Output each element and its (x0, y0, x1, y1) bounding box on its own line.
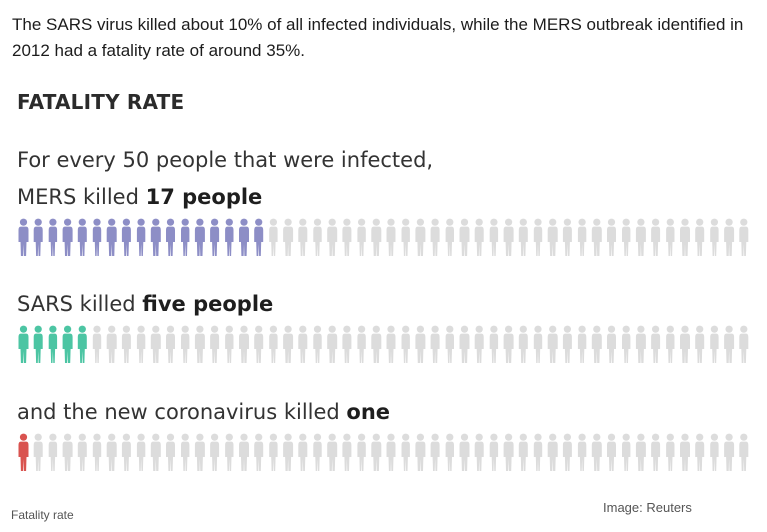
coronavirus-label-prefix: and the new coronavirus killed (17, 400, 347, 424)
survivor-figure (592, 326, 602, 363)
survivor-figure (402, 434, 410, 471)
survivor-figure (431, 219, 440, 256)
survivor-figure (63, 434, 73, 471)
sars-pictogram (17, 325, 752, 369)
survivor-figure (563, 434, 572, 471)
survivor-figure (415, 326, 425, 363)
mers-fatality-figure (239, 219, 249, 256)
survivor-figure (357, 326, 365, 363)
sars-fatality-figure (34, 326, 43, 363)
sars-people-row (17, 325, 757, 369)
mers-fatality-figure (151, 219, 161, 256)
survivor-figure (327, 434, 337, 471)
survivor-figure (504, 219, 514, 256)
survivor-figure (93, 326, 101, 363)
survivor-figure (181, 326, 189, 363)
survivor-figure (107, 434, 117, 471)
survivor-figure (195, 326, 205, 363)
mers-pictogram (17, 218, 752, 262)
survivor-figure (710, 434, 718, 471)
survivor-figure (607, 434, 616, 471)
mers-label-bold: 17 people (145, 185, 263, 209)
image-credit: Image: Reuters (603, 500, 692, 515)
survivor-figure (710, 219, 718, 256)
survivor-figure (475, 326, 484, 363)
survivor-figure (151, 326, 161, 363)
mers-fatality-figure (195, 219, 205, 256)
sars-fatality-figure (19, 326, 29, 363)
mers-fatality-figure (107, 219, 117, 256)
survivor-figure (431, 434, 440, 471)
survivor-figure (666, 219, 674, 256)
survivor-figure (415, 219, 425, 256)
survivor-figure (283, 219, 293, 256)
mers-label-prefix: MERS killed (17, 185, 146, 209)
survivor-figure (636, 219, 646, 256)
coronavirus-label (17, 400, 390, 424)
survivor-figure (607, 326, 616, 363)
coronavirus-people-row (17, 433, 757, 477)
survivor-figure (195, 434, 205, 471)
survivor-figure (210, 326, 219, 363)
survivor-figure (357, 434, 365, 471)
survivor-figure (151, 434, 161, 471)
survivor-figure (78, 434, 87, 471)
survivor-figure (107, 326, 117, 363)
survivor-figure (34, 434, 43, 471)
survivor-figure (181, 434, 189, 471)
survivor-figure (327, 326, 337, 363)
mers-fatality-figure (137, 219, 145, 256)
survivor-figure (548, 326, 558, 363)
survivor-figure (239, 434, 249, 471)
survivor-figure (578, 326, 586, 363)
survivor-figure (210, 434, 219, 471)
survivor-figure (313, 326, 321, 363)
survivor-figure (739, 326, 748, 363)
survivor-figure (298, 434, 307, 471)
survivor-figure (166, 326, 175, 363)
coronavirus-fatality-figure (19, 434, 29, 471)
survivor-figure (724, 434, 734, 471)
survivor-figure (431, 326, 440, 363)
survivor-figure (239, 326, 249, 363)
mers-fatality-figure (254, 219, 263, 256)
survivor-figure (680, 219, 690, 256)
mers-fatality-figure (166, 219, 175, 256)
survivor-figure (402, 326, 410, 363)
survivor-figure (636, 434, 646, 471)
survivor-figure (342, 219, 351, 256)
mers-fatality-figure (34, 219, 43, 256)
survivor-figure (446, 434, 454, 471)
survivor-figure (680, 434, 690, 471)
survivor-figure (166, 434, 175, 471)
survivor-figure (563, 326, 572, 363)
survivor-figure (592, 219, 602, 256)
survivor-figure (387, 219, 396, 256)
survivor-figure (534, 326, 542, 363)
survivor-figure (504, 434, 514, 471)
survivor-figure (254, 326, 263, 363)
intro-paragraph: The SARS virus killed about 10% of all infected individuals, while the MERS outbreak identified in 2012 had a fatality rate of around 35%. (12, 15, 744, 60)
survivor-figure (371, 434, 381, 471)
survivor-figure (298, 219, 307, 256)
survivor-figure (563, 219, 572, 256)
survivor-figure (137, 434, 145, 471)
mers-people-row (17, 218, 757, 262)
mers-label (17, 185, 262, 209)
survivor-figure (460, 434, 470, 471)
sars-label-prefix: SARS killed (17, 292, 143, 316)
survivor-figure (548, 434, 558, 471)
survivor-figure (739, 434, 748, 471)
mers-fatality-figure (49, 219, 57, 256)
survivor-figure (225, 326, 233, 363)
survivor-figure (651, 219, 660, 256)
survivor-figure (519, 326, 528, 363)
survivor-figure (225, 434, 233, 471)
survivor-figure (519, 219, 528, 256)
lead-text: For every 50 people that were infected, (17, 148, 434, 172)
survivor-figure (636, 326, 646, 363)
survivor-figure (578, 219, 586, 256)
survivor-figure (504, 326, 514, 363)
survivor-figure (49, 434, 57, 471)
survivor-figure (342, 326, 351, 363)
survivor-figure (490, 434, 498, 471)
survivor-figure (592, 434, 602, 471)
survivor-figure (475, 219, 484, 256)
mers-fatality-figure (63, 219, 73, 256)
survivor-figure (490, 326, 498, 363)
survivor-figure (651, 434, 660, 471)
mers-fatality-figure (210, 219, 219, 256)
survivor-figure (122, 326, 131, 363)
survivor-figure (371, 219, 381, 256)
survivor-figure (680, 326, 690, 363)
survivor-figure (254, 434, 263, 471)
survivor-figure (357, 219, 365, 256)
sars-fatality-figure (78, 326, 87, 363)
survivor-figure (446, 219, 454, 256)
survivor-figure (313, 219, 321, 256)
survivor-figure (122, 434, 131, 471)
survivor-figure (490, 219, 498, 256)
survivor-figure (666, 434, 674, 471)
survivor-figure (695, 434, 704, 471)
survivor-figure (415, 434, 425, 471)
sars-fatality-figure (49, 326, 57, 363)
sars-label (17, 292, 273, 316)
survivor-figure (342, 434, 351, 471)
survivor-figure (269, 326, 277, 363)
survivor-figure (371, 326, 381, 363)
survivor-figure (283, 326, 293, 363)
graphic-title: FATALITY RATE (17, 90, 185, 114)
survivor-figure (269, 434, 277, 471)
survivor-figure (283, 434, 293, 471)
survivor-figure (607, 219, 616, 256)
survivor-figure (578, 434, 586, 471)
survivor-figure (534, 219, 542, 256)
survivor-figure (93, 434, 101, 471)
survivor-figure (724, 219, 734, 256)
survivor-figure (695, 219, 704, 256)
survivor-figure (387, 326, 396, 363)
mers-fatality-figure (122, 219, 131, 256)
survivor-figure (387, 434, 396, 471)
survivor-figure (548, 219, 558, 256)
survivor-figure (724, 326, 734, 363)
mers-fatality-figure (225, 219, 233, 256)
survivor-figure (446, 326, 454, 363)
survivor-figure (739, 219, 748, 256)
survivor-figure (269, 219, 277, 256)
survivor-figure (460, 219, 470, 256)
survivor-figure (137, 326, 145, 363)
survivor-figure (622, 434, 630, 471)
sars-label-bold: five people (142, 292, 274, 316)
survivor-figure (327, 219, 337, 256)
survivor-figure (298, 326, 307, 363)
mers-fatality-figure (19, 219, 29, 256)
survivor-figure (313, 434, 321, 471)
coronavirus-pictogram (17, 433, 752, 477)
survivor-figure (695, 326, 704, 363)
coronavirus-label-bold: one (346, 400, 391, 424)
survivor-figure (534, 434, 542, 471)
sars-fatality-figure (63, 326, 73, 363)
mers-fatality-figure (78, 219, 87, 256)
survivor-figure (402, 219, 410, 256)
survivor-figure (622, 326, 630, 363)
mers-fatality-figure (93, 219, 101, 256)
survivor-figure (622, 219, 630, 256)
survivor-figure (651, 326, 660, 363)
survivor-figure (475, 434, 484, 471)
survivor-figure (710, 326, 718, 363)
survivor-figure (519, 434, 528, 471)
caption: Fatality rate (11, 508, 74, 522)
mers-fatality-figure (181, 219, 189, 256)
survivor-figure (460, 326, 470, 363)
survivor-figure (666, 326, 674, 363)
